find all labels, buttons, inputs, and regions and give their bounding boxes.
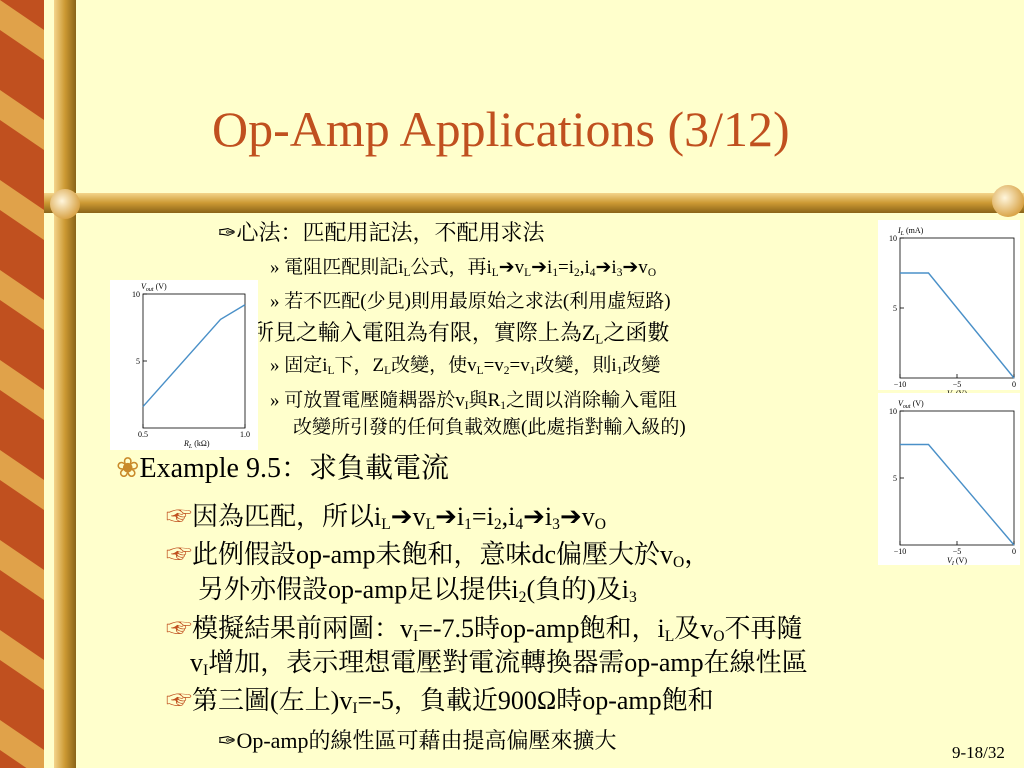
- x-tick-label: −10: [893, 547, 907, 556]
- bar-joint-right: [992, 185, 1024, 217]
- x-tick-label: 0: [1012, 547, 1016, 556]
- guillemet-icon: »: [270, 257, 280, 278]
- pointing-hand-icon: ☞: [166, 686, 193, 715]
- bullet-line: [116, 455, 449, 483]
- pointing-hand-icon: ☞: [166, 502, 193, 531]
- y-tick-label: 10: [889, 234, 897, 243]
- x-tick-label: −5: [952, 380, 962, 389]
- pencil-icon: ✑: [218, 728, 237, 753]
- bullet-text: 模擬結果前兩圖：$v_I=-7.5$時op-amp飽和，$i_L$及$v_O$不再隨: [192, 614, 803, 645]
- bullet-line: [190, 648, 808, 679]
- bullet-line: [166, 502, 607, 533]
- horizontal-bar: [44, 193, 1024, 213]
- bullet-text: 另外亦假設op-amp足以提供$i_2$(負的)及$i_3$: [198, 575, 637, 606]
- slide-title: Op-Amp Applications (3/12): [212, 101, 790, 157]
- y-tick-label: 10: [889, 407, 897, 416]
- bullet-text: 第三圖(左上)$v_I=-5$，負載近900Ω時op-amp飽和: [192, 686, 714, 717]
- bullet-line: [270, 292, 671, 311]
- x-tick-label: 1.0: [240, 430, 250, 439]
- x-tick-label: −5: [952, 547, 962, 556]
- y-axis-label: $V_{out}$ (V): [141, 282, 167, 293]
- bullet-line: [198, 575, 637, 606]
- bullet-text: $v_I$所見之輸入電阻為有限，實際上為$Z_L$之函數: [236, 320, 670, 347]
- bullet-text: Example 9.5：求負載電流: [139, 453, 449, 484]
- guillemet-icon: »: [270, 291, 280, 312]
- pencil-icon: ✑: [218, 320, 237, 345]
- bullet-text: 改變所引發的任何負載效應(此處指對輸入級的): [293, 417, 686, 438]
- bullet-line: [218, 730, 617, 752]
- bullet-line: [166, 540, 711, 571]
- plot-vout-vs-vi: [878, 393, 1020, 565]
- x-axis-label: $R_L$ (kΩ): [184, 439, 210, 450]
- y-tick-label: 10: [132, 290, 140, 299]
- bullet-line: [270, 356, 660, 375]
- bullet-text: 心法：匹配用記法，不配用求法: [236, 220, 545, 245]
- bullet-line: [166, 614, 803, 645]
- y-axis-label: $I_L$ (mA): [898, 226, 924, 237]
- bullet-text: 可放置電壓隨耦器於$v_I$與$R_1$之間以消除輸入電阻: [284, 390, 677, 412]
- y-tick-label: 5: [893, 304, 897, 313]
- bullet-text: 固定$i_L$下，$Z_L$改變，使$v_L=v_2=v_1$改變，則$i_1$改變: [284, 355, 661, 377]
- x-axis-label: $V_I$ (V): [947, 556, 967, 567]
- pointing-hand-icon: ☞: [166, 540, 193, 569]
- bullet-text: $v_I$增加，表示理想電壓對電流轉換器需op-amp在線性區: [190, 648, 808, 679]
- bullet-line: [270, 258, 656, 277]
- data-curve: [900, 273, 1014, 378]
- flower-icon: ❀: [116, 453, 140, 484]
- page-number: 9-18/32: [952, 743, 1005, 762]
- bullet-text: 此例假設op-amp未飽和，意味dc偏壓大於$v_O$，: [192, 540, 711, 571]
- x-axis-label: $V_I$ (V): [947, 389, 967, 400]
- x-tick-label: −10: [893, 380, 907, 389]
- vertical-bar: [54, 0, 76, 768]
- data-curve: [900, 445, 1014, 546]
- bullet-text: Op-amp的線性區可藉由提高偏壓來擴大: [236, 728, 617, 753]
- x-tick-label: 0.5: [138, 430, 148, 439]
- plot-vout-vs-rl: [110, 280, 258, 450]
- bullet-line: [218, 222, 544, 244]
- bullet-line: [293, 418, 686, 437]
- y-axis-label: $V_{out}$ (V): [898, 399, 924, 410]
- pencil-icon: ✑: [218, 220, 237, 245]
- bar-joint-left: [50, 189, 80, 219]
- y-tick-label: 5: [893, 474, 897, 483]
- guillemet-icon: »: [270, 390, 280, 411]
- x-tick-label: 0: [1012, 380, 1016, 389]
- y-tick-label: 5: [136, 357, 140, 366]
- bullet-line: [270, 391, 677, 410]
- bullet-line: [166, 686, 714, 717]
- guillemet-icon: »: [270, 355, 280, 376]
- bullet-line: [218, 320, 670, 347]
- pointing-hand-icon: ☞: [166, 614, 193, 643]
- plot-il-vs-vi: [878, 220, 1020, 400]
- data-curve: [143, 305, 245, 407]
- bullet-text: 若不匹配(少見)則用最原始之求法(利用虛短路): [284, 291, 671, 312]
- bullet-text: 因為匹配，所以$i_L➔v_L➔i_1=i_2,i_4➔i_3➔v_O$: [192, 502, 607, 533]
- bullet-text: 電阻匹配則記$i_L$公式，再$i_L➔v_L➔i_1=i_2,i_4➔i_3➔v_O$: [284, 257, 657, 279]
